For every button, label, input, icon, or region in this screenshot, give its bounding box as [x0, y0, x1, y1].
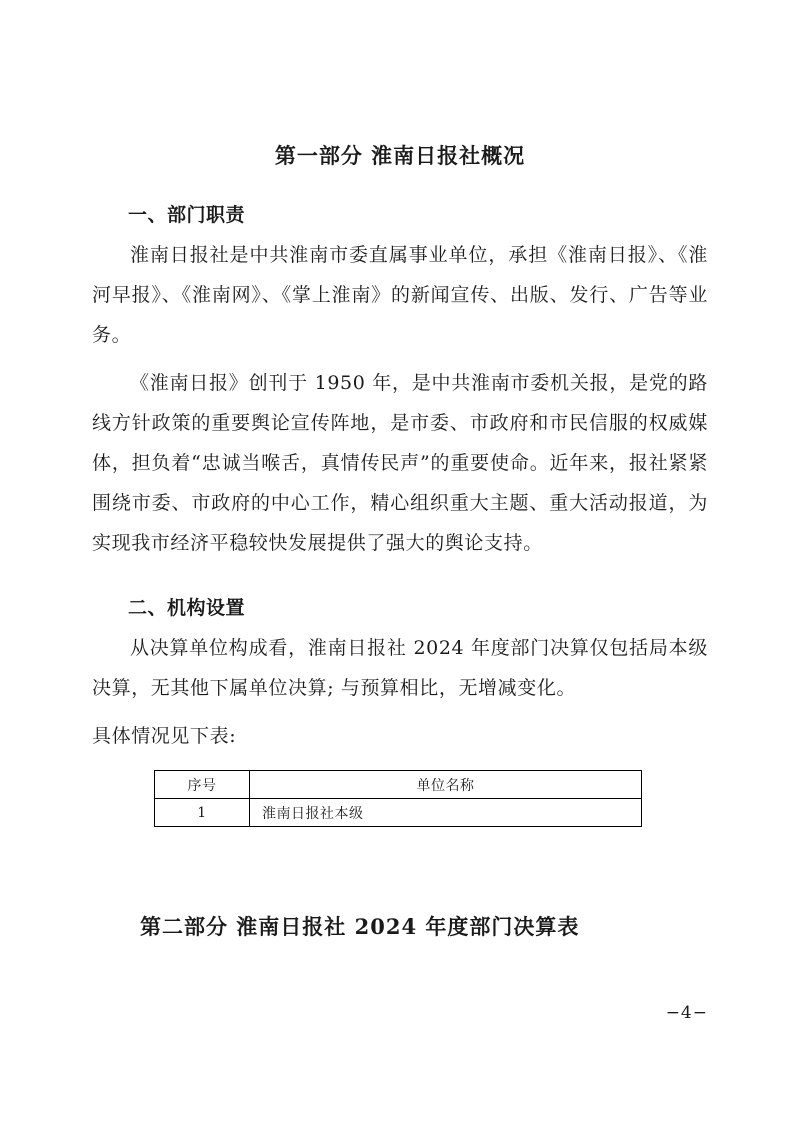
- part-two-title: 第二部分 淮南日报社 2024 年度部门决算表: [140, 914, 580, 939]
- cell-no: 1: [155, 799, 250, 827]
- paragraph-duties-1: 淮南日报社是中共淮南市委直属事业单位，承担《淮南日报》、《淮河早报》、《淮南网》、《掌上淮南》的新闻宣传、出版、发行、广告等业务。: [92, 244, 708, 346]
- table-row: [155, 799, 642, 827]
- paragraph-duties-2: 《淮南日报》创刊于 1950 年，是中共淮南市委机关报，是党的路线方针政策的重要舆论宣传阵地，是市委、市政府和市民信服的权威媒体，担负着“忠诚当喉舌，真情传民声”的重要使命。近年来，报社紧紧围绕市委、市政府的中心工作，精心组织重大主题、重大活动报道，为实现我市经济平稳较快发展提供了强大的舆论支持。: [92, 372, 708, 554]
- part-one-title: 第一部分 淮南日报社概况: [274, 143, 526, 168]
- unit-table-wrapper: [154, 770, 708, 827]
- page-number: −4−: [665, 1003, 708, 1023]
- section-heading-organization-setup: 二、机构设置: [128, 597, 246, 619]
- unit-table: [154, 770, 642, 827]
- table-header-row: [155, 771, 642, 799]
- unit-table-head: [155, 771, 642, 799]
- paragraph-organization-2: 具体情况见下表:: [92, 725, 237, 747]
- paragraph-organization-1: 从决算单位构成看，淮南日报社 2024 年度部门决算仅包括局本级决算，无其他下属单位决算; 与预算相比，无增减变化。: [92, 637, 708, 699]
- column-header-unit-name: 单位名称: [250, 771, 642, 799]
- section-heading-department-duties: 一、部门职责: [128, 204, 246, 226]
- cell-unit-name: 淮南日报社本级: [250, 799, 642, 827]
- unit-table-body: [155, 799, 642, 827]
- column-header-no: 序号: [155, 771, 250, 799]
